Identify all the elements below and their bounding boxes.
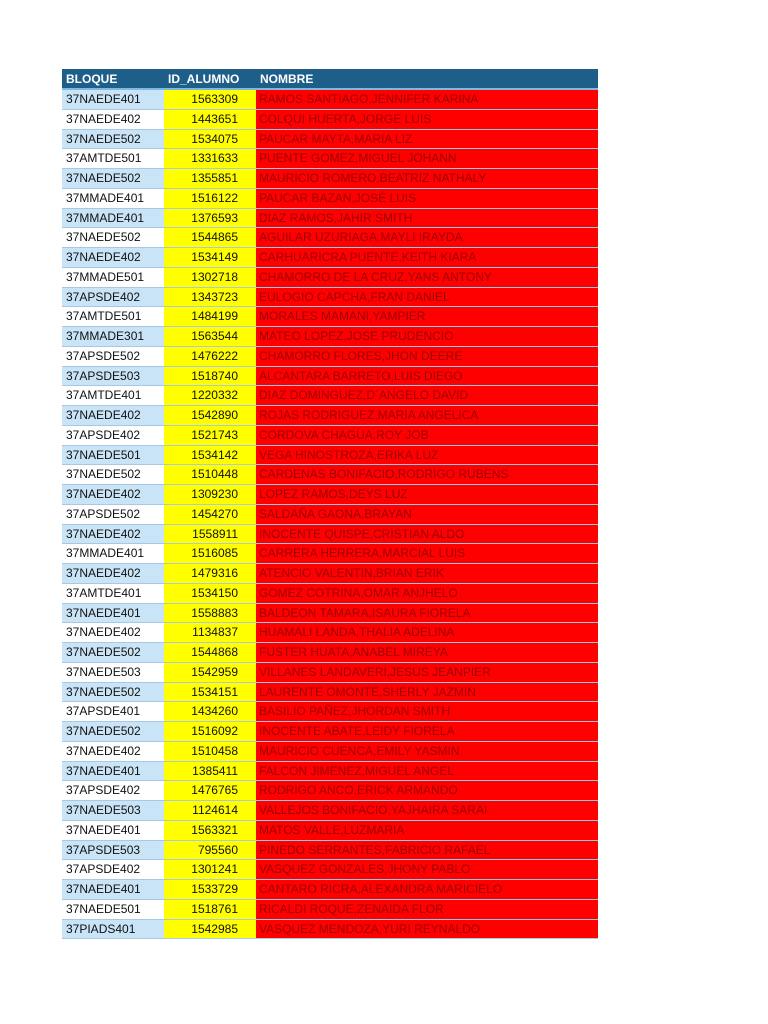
cell-bloque[interactable]: 37AMTDE501 <box>62 307 164 326</box>
cell-id-alumno[interactable]: 1454270 <box>164 505 256 524</box>
cell-id-alumno[interactable]: 1544865 <box>164 228 256 247</box>
cell-bloque[interactable]: 37NAEDE501 <box>62 900 164 919</box>
table-row <box>62 386 598 406</box>
cell-bloque[interactable]: 37NAEDE502 <box>62 722 164 741</box>
cell-bloque[interactable]: 37NAEDE402 <box>62 485 164 504</box>
cell-nombre[interactable]: CARDENAS BONIFACIO,RODRIGO RUBENS <box>256 465 598 484</box>
cell-id-alumno[interactable]: 1302718 <box>164 268 256 287</box>
cell-id-alumno[interactable]: 1563544 <box>164 327 256 346</box>
cell-bloque[interactable]: 37NAEDE503 <box>62 801 164 820</box>
cell-nombre[interactable]: PINEDO SERRANTES,FABRICIO RAFAEL <box>256 841 598 860</box>
cell-nombre[interactable]: HUAMALI LANDA,THALIA ADELINA <box>256 623 598 642</box>
cell-bloque[interactable]: 37MMADE301 <box>62 327 164 346</box>
table-row <box>62 584 598 604</box>
cell-id-alumno[interactable]: 1476222 <box>164 347 256 366</box>
student-table <box>62 69 598 939</box>
table-row <box>62 920 598 940</box>
cell-nombre[interactable]: PAUCAR MAYTA,MARIA LIZ <box>256 130 598 149</box>
cell-bloque[interactable]: 37NAEDE402 <box>62 248 164 267</box>
cell-id-alumno[interactable]: 1220332 <box>164 386 256 405</box>
cell-nombre[interactable]: MORALES MAMANI,YAMPIER <box>256 307 598 326</box>
table-row <box>62 762 598 782</box>
table-row <box>62 841 598 861</box>
cell-nombre[interactable]: CARHUARICRA PUENTE,KEITH KIARA <box>256 248 598 267</box>
cell-id-alumno[interactable]: 1534150 <box>164 584 256 603</box>
cell-id-alumno[interactable]: 1484199 <box>164 307 256 326</box>
table-row <box>62 564 598 584</box>
cell-bloque[interactable]: 37MMADE401 <box>62 209 164 228</box>
cell-bloque[interactable]: 37AMTDE401 <box>62 584 164 603</box>
cell-id-alumno[interactable]: 1542985 <box>164 920 256 939</box>
cell-bloque[interactable]: 37MMADE401 <box>62 544 164 563</box>
cell-bloque[interactable]: 37NAEDE502 <box>62 465 164 484</box>
cell-id-alumno[interactable]: 1558883 <box>164 604 256 623</box>
cell-bloque[interactable]: 37NAEDE501 <box>62 446 164 465</box>
cell-bloque[interactable]: 37NAEDE502 <box>62 643 164 662</box>
cell-bloque[interactable]: 37NAEDE502 <box>62 130 164 149</box>
table-row <box>62 307 598 327</box>
cell-id-alumno[interactable]: 1376593 <box>164 209 256 228</box>
cell-id-alumno[interactable]: 1534151 <box>164 683 256 702</box>
cell-bloque[interactable]: 37APSDE503 <box>62 367 164 386</box>
cell-nombre[interactable]: CANTARO RICRA,ALEXANDRA MARICIELO <box>256 880 598 899</box>
cell-nombre[interactable]: ALCANTARA BARRETO,LUIS DIEGO <box>256 367 598 386</box>
cell-nombre[interactable]: EULOGIO CAPCHA,FRAN DANIEL <box>256 288 598 307</box>
cell-nombre[interactable]: VEGA HINOSTROZA,ERIKA LUZ <box>256 446 598 465</box>
table-row <box>62 525 598 545</box>
cell-bloque[interactable]: 37NAEDE502 <box>62 683 164 702</box>
cell-bloque[interactable]: 37NAEDE402 <box>62 525 164 544</box>
cell-nombre[interactable]: CORDOVA CHAGUA,ROY JOB <box>256 426 598 445</box>
cell-id-alumno[interactable]: 1558911 <box>164 525 256 544</box>
cell-bloque[interactable]: 37AMTDE401 <box>62 386 164 405</box>
cell-id-alumno[interactable]: 1510458 <box>164 742 256 761</box>
cell-bloque[interactable]: 37AMTDE501 <box>62 149 164 168</box>
cell-nombre[interactable]: SALDAÑA GAONA,BRAYAN <box>256 505 598 524</box>
cell-nombre[interactable]: LOPEZ RAMOS,DEYS LUZ <box>256 485 598 504</box>
cell-bloque[interactable]: 37APSDE503 <box>62 841 164 860</box>
table-row <box>62 821 598 841</box>
cell-id-alumno[interactable]: 1534142 <box>164 446 256 465</box>
table-row <box>62 880 598 900</box>
cell-nombre[interactable]: PUENTE GOMEZ,MIGUEL JOHANN <box>256 149 598 168</box>
cell-nombre[interactable]: VASQUEZ MENDOZA,YURI REYNALDO <box>256 920 598 939</box>
cell-bloque[interactable]: 37NAEDE402 <box>62 110 164 129</box>
table-row <box>62 683 598 703</box>
cell-nombre[interactable]: GOMEZ COTRINA,OMAR ANJHELO <box>256 584 598 603</box>
cell-nombre[interactable]: VALLEJOS BONIFACIO,YAJHAIRA SARAI <box>256 801 598 820</box>
table-row <box>62 110 598 130</box>
table-row <box>62 544 598 564</box>
table-row <box>62 228 598 248</box>
cell-id-alumno[interactable]: 1476765 <box>164 781 256 800</box>
cell-nombre[interactable]: MAURICIO CUENCA,EMILY YASMIN <box>256 742 598 761</box>
table-body <box>62 90 598 939</box>
cell-nombre[interactable]: RICALDI ROQUE,ZENAIDA FLOR <box>256 900 598 919</box>
cell-bloque[interactable]: 37APSDE402 <box>62 426 164 445</box>
table-row <box>62 209 598 229</box>
cell-bloque[interactable]: 37NAEDE401 <box>62 90 164 109</box>
cell-id-alumno[interactable]: 1516122 <box>164 189 256 208</box>
cell-id-alumno[interactable]: 1534075 <box>164 130 256 149</box>
cell-bloque[interactable]: 37MMADE401 <box>62 189 164 208</box>
table-row <box>62 406 598 426</box>
table-row <box>62 860 598 880</box>
cell-nombre[interactable]: COLQUI HUERTA,JORGE LUIS <box>256 110 598 129</box>
table-row <box>62 702 598 722</box>
table-row <box>62 169 598 189</box>
table-row <box>62 465 598 485</box>
cell-bloque[interactable]: 37NAEDE401 <box>62 821 164 840</box>
cell-nombre[interactable]: ATENCIO VALENTIN,BRIAN ERIK <box>256 564 598 583</box>
table-row <box>62 367 598 387</box>
cell-bloque[interactable]: 37NAEDE402 <box>62 564 164 583</box>
cell-bloque[interactable]: 37NAEDE401 <box>62 880 164 899</box>
cell-bloque[interactable]: 37NAEDE503 <box>62 663 164 682</box>
cell-bloque[interactable]: 37APSDE502 <box>62 347 164 366</box>
cell-nombre[interactable]: FUSTER HUATA,ANABEL MIREYA <box>256 643 598 662</box>
cell-nombre[interactable]: LAURENTE OMONTE,SHERLY JAZMIN <box>256 683 598 702</box>
cell-nombre[interactable]: MATEO LOPEZ,JOSE PRUDENCIO <box>256 327 598 346</box>
cell-bloque[interactable]: 37PIADS401 <box>62 920 164 939</box>
cell-id-alumno[interactable]: 1516085 <box>164 544 256 563</box>
cell-nombre[interactable]: BALDEON TAMARA,ISAURA FIORELA <box>256 604 598 623</box>
cell-id-alumno[interactable]: 1134837 <box>164 623 256 642</box>
table-row <box>62 900 598 920</box>
table-row <box>62 663 598 683</box>
table-row <box>62 485 598 505</box>
cell-id-alumno[interactable]: 1301241 <box>164 860 256 879</box>
cell-id-alumno[interactable]: 1434260 <box>164 702 256 721</box>
cell-bloque[interactable]: 37NAEDE402 <box>62 742 164 761</box>
cell-nombre[interactable]: PAUCAR BAZAN,JOSÉ LUIS <box>256 189 598 208</box>
table-row <box>62 347 598 367</box>
cell-nombre[interactable]: ROJAS RODRIGUEZ,MARIA ANGELICA <box>256 406 598 425</box>
cell-nombre[interactable]: RAMOS SANTIAGO,JENNIFER KARINA <box>256 90 598 109</box>
cell-nombre[interactable]: INOCENTE ABATE,LEIDY FIORELA <box>256 722 598 741</box>
cell-id-alumno[interactable]: 1521743 <box>164 426 256 445</box>
cell-id-alumno[interactable]: 1443651 <box>164 110 256 129</box>
header-bloque: BLOQUE <box>66 72 118 86</box>
cell-id-alumno[interactable]: 1533729 <box>164 880 256 899</box>
cell-id-alumno[interactable]: 1563321 <box>164 821 256 840</box>
cell-nombre[interactable]: AGUILAR UZURIAGA,MAYLI IRAYDA <box>256 228 598 247</box>
table-row <box>62 288 598 308</box>
table-row <box>62 801 598 821</box>
cell-bloque[interactable]: 37NAEDE502 <box>62 169 164 188</box>
table-row <box>62 90 598 110</box>
cell-nombre[interactable]: MATOS VALLE,LUZMARIA <box>256 821 598 840</box>
cell-id-alumno[interactable]: 1331633 <box>164 149 256 168</box>
cell-id-alumno[interactable]: 1534149 <box>164 248 256 267</box>
cell-id-alumno[interactable]: 1544868 <box>164 643 256 662</box>
cell-bloque[interactable]: 37NAEDE401 <box>62 762 164 781</box>
cell-id-alumno[interactable]: 1343723 <box>164 288 256 307</box>
cell-nombre[interactable]: VASQUEZ GONZALES,JHONY PABLO <box>256 860 598 879</box>
cell-nombre[interactable]: INOCENTE QUISPE,CRISTIAN ALDO <box>256 525 598 544</box>
cell-bloque[interactable]: 37APSDE502 <box>62 505 164 524</box>
table-header <box>62 69 598 90</box>
cell-id-alumno[interactable]: 795560 <box>164 841 256 860</box>
cell-bloque[interactable]: 37APSDE401 <box>62 702 164 721</box>
cell-nombre[interactable]: CARRERA HERRERA,MARCIAL LUIS <box>256 544 598 563</box>
cell-id-alumno[interactable]: 1124614 <box>164 801 256 820</box>
table-row <box>62 604 598 624</box>
cell-id-alumno[interactable]: 1309230 <box>164 485 256 504</box>
cell-bloque[interactable]: 37NAEDE502 <box>62 228 164 247</box>
cell-nombre[interactable]: BASILIO PAÑEZ,JHORDAN SMITH <box>256 702 598 721</box>
cell-id-alumno[interactable]: 1542890 <box>164 406 256 425</box>
table-row <box>62 130 598 150</box>
cell-id-alumno[interactable]: 1479316 <box>164 564 256 583</box>
table-row <box>62 149 598 169</box>
cell-bloque[interactable]: 37NAEDE401 <box>62 604 164 623</box>
header-nombre: NOMBRE <box>260 72 314 86</box>
cell-nombre[interactable]: DIAZ RAMOS,JAHIR SMITH <box>256 209 598 228</box>
table-row <box>62 446 598 466</box>
table-row <box>62 643 598 663</box>
cell-id-alumno[interactable]: 1385411 <box>164 762 256 781</box>
table-row <box>62 781 598 801</box>
cell-id-alumno[interactable]: 1542959 <box>164 663 256 682</box>
table-row <box>62 623 598 643</box>
cell-bloque[interactable]: 37APSDE402 <box>62 781 164 800</box>
cell-nombre[interactable]: FALCON JIMENEZ,MIGUEL ANGEL <box>256 762 598 781</box>
cell-bloque[interactable]: 37MMADE501 <box>62 268 164 287</box>
cell-id-alumno[interactable]: 1355851 <box>164 169 256 188</box>
cell-bloque[interactable]: 37APSDE402 <box>62 288 164 307</box>
table-row <box>62 722 598 742</box>
cell-nombre[interactable]: CHAMORRO DE LA CRUZ,YANS ANTONY <box>256 268 598 287</box>
table-row <box>62 248 598 268</box>
header-id-alumno: ID_ALUMNO <box>168 72 240 86</box>
cell-nombre[interactable]: CHAMORRO FLORES,JHON DEERE <box>256 347 598 366</box>
cell-bloque[interactable]: 37NAEDE402 <box>62 406 164 425</box>
cell-id-alumno[interactable]: 1563309 <box>164 90 256 109</box>
table-row <box>62 327 598 347</box>
table-row <box>62 505 598 525</box>
table-row <box>62 742 598 762</box>
cell-id-alumno[interactable]: 1510448 <box>164 465 256 484</box>
cell-id-alumno[interactable]: 1518740 <box>164 367 256 386</box>
cell-bloque[interactable]: 37APSDE402 <box>62 860 164 879</box>
cell-nombre[interactable]: MAURICIO ROMERO,BEATRIZ NATHALY <box>256 169 598 188</box>
table-row <box>62 268 598 288</box>
cell-bloque[interactable]: 37NAEDE402 <box>62 623 164 642</box>
cell-nombre[interactable]: DIAZ DOMINGUEZ,D´ANGELO DAVID <box>256 386 598 405</box>
table-row <box>62 426 598 446</box>
table-row <box>62 189 598 209</box>
cell-id-alumno[interactable]: 1518761 <box>164 900 256 919</box>
cell-id-alumno[interactable]: 1516092 <box>164 722 256 741</box>
cell-nombre[interactable]: VILLANES LANDAVERI,JESUS JEANPIER <box>256 663 598 682</box>
cell-nombre[interactable]: RODRIGO ANCO,ERICK ARMANDO <box>256 781 598 800</box>
